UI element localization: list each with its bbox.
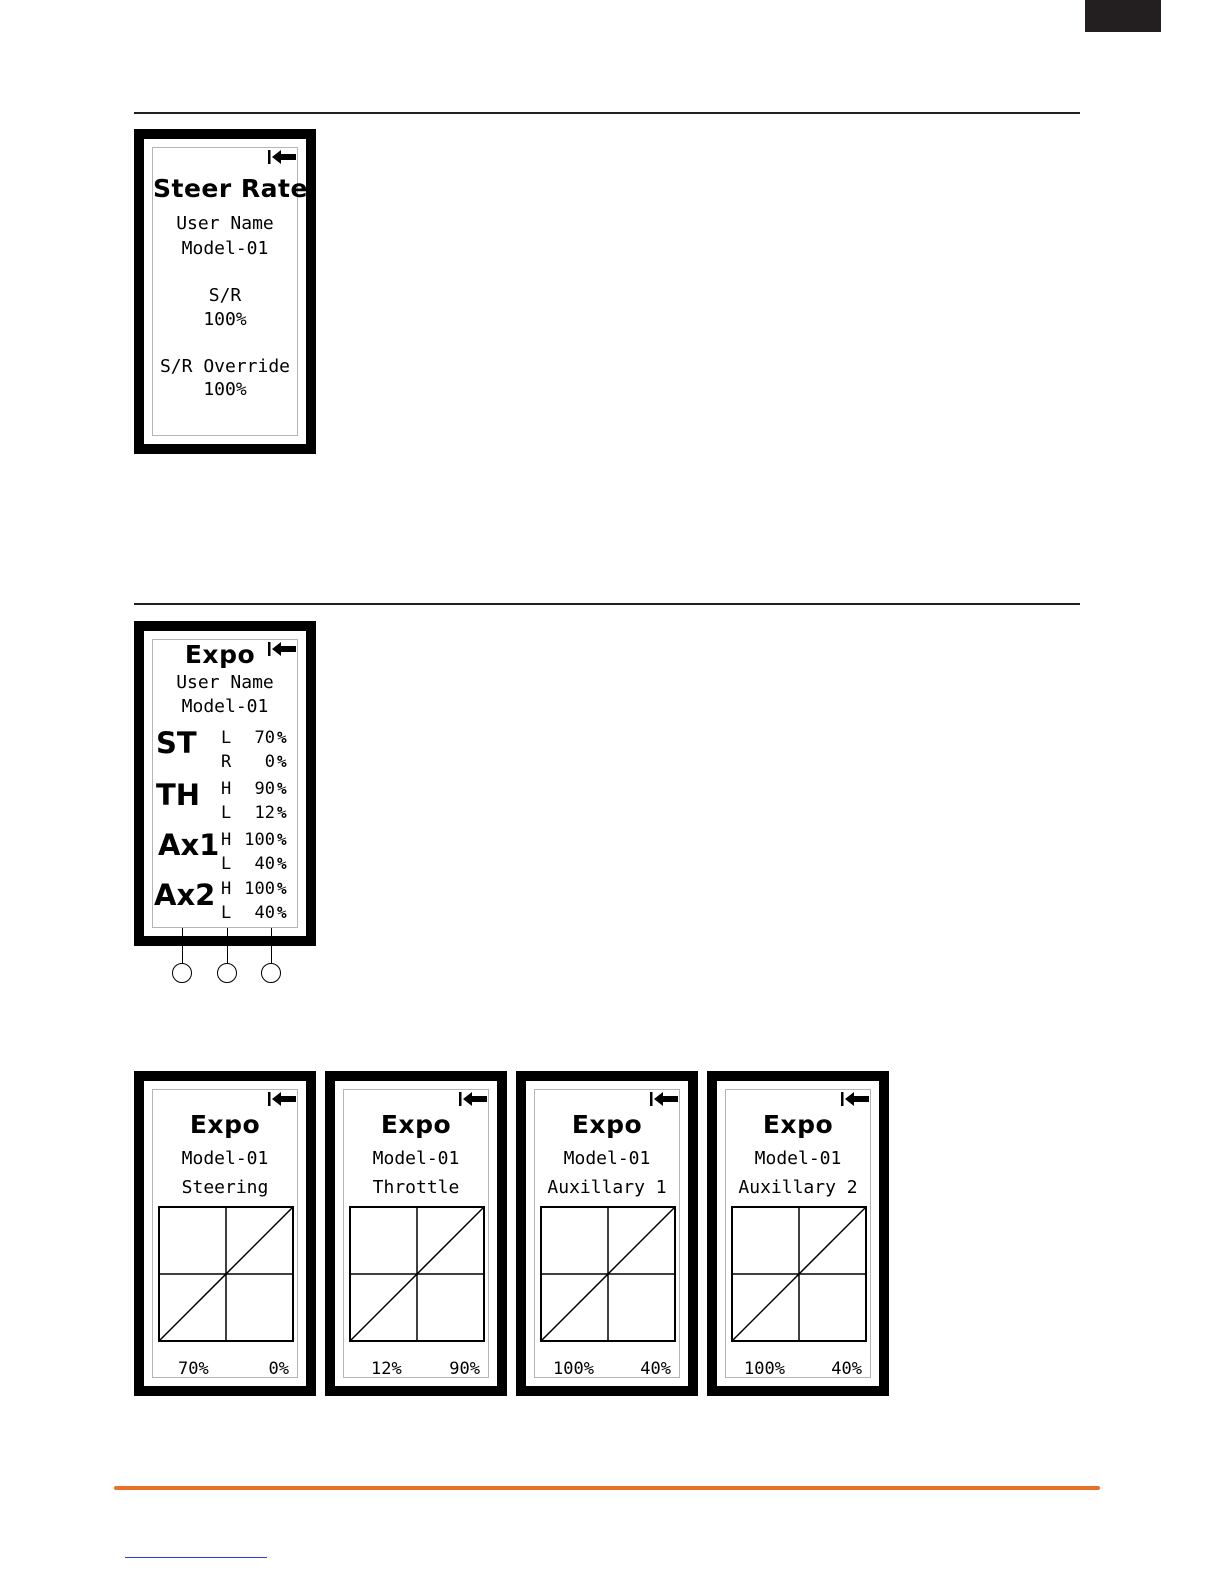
expo-graph-screen-steering	[134, 1071, 316, 1396]
footer-accent-rule	[114, 1486, 1100, 1490]
model-name: Model-01	[754, 1148, 842, 1169]
percent-sign: %	[277, 752, 287, 771]
page-corner-tab	[1085, 0, 1161, 32]
expo-graph-screen-aux2	[707, 1071, 889, 1396]
back-arrow-icon[interactable]	[267, 1090, 297, 1108]
percent-sign: %	[277, 903, 287, 922]
section-divider-top	[134, 112, 1080, 114]
back-arrow-icon[interactable]	[840, 1090, 870, 1108]
expo-graph-screen-throttle	[325, 1071, 507, 1396]
ax1-high-key: H	[221, 830, 232, 850]
percent-sign: %	[277, 830, 287, 849]
screen-title: Expo	[571, 1110, 643, 1139]
st-left-key: L	[221, 728, 232, 748]
channel-name: Throttle	[372, 1177, 460, 1198]
channel-name: Steering	[181, 1177, 269, 1198]
screen-title: Expo	[184, 640, 256, 669]
callout-circle-3	[261, 963, 281, 983]
model-name: Model-01	[181, 1148, 269, 1169]
ax2-high-value[interactable]: 100	[244, 879, 275, 899]
steer-rate-screen	[134, 129, 316, 454]
channel-name: Auxillary 2	[738, 1177, 858, 1198]
left-expo-value[interactable]: 100%	[553, 1359, 594, 1379]
expo-graph-screen-aux1	[516, 1071, 698, 1396]
st-right-value[interactable]: 0	[264, 752, 275, 772]
ax1-low-value[interactable]: 40	[254, 854, 275, 874]
channel-th: TH	[156, 778, 201, 812]
channel-st: ST	[156, 726, 197, 760]
expo-curve-graph	[158, 1206, 294, 1342]
user-name: User Name	[176, 672, 274, 693]
sr-override-label: S/R Override	[159, 356, 291, 377]
back-arrow-icon[interactable]	[649, 1090, 679, 1108]
expo-curve-graph	[731, 1206, 867, 1342]
right-expo-value[interactable]: 40%	[640, 1359, 671, 1379]
percent-sign: %	[277, 854, 287, 873]
ax1-high-value[interactable]: 100	[244, 830, 275, 850]
section-divider-middle	[134, 603, 1080, 605]
callout-circle-1	[172, 963, 192, 983]
right-expo-value[interactable]: 90%	[449, 1359, 480, 1379]
footer-link-underline	[125, 1557, 267, 1558]
percent-sign: %	[277, 803, 287, 822]
sr-label: S/R	[208, 285, 242, 306]
callout-line-3	[271, 928, 272, 963]
percent-sign: %	[277, 728, 287, 747]
channel-ax2: Ax2	[154, 878, 216, 912]
right-expo-value[interactable]: 40%	[831, 1359, 862, 1379]
model-name: Model-01	[181, 238, 269, 259]
callout-line-1	[182, 928, 183, 963]
left-expo-value[interactable]: 70%	[178, 1359, 209, 1379]
th-low-key: L	[221, 803, 232, 823]
sr-value[interactable]: 100%	[203, 309, 247, 330]
model-name: Model-01	[372, 1148, 460, 1169]
ax1-low-key: L	[221, 854, 232, 874]
back-arrow-icon[interactable]	[267, 148, 297, 166]
ax2-low-key: L	[221, 903, 232, 923]
st-left-value[interactable]: 70	[254, 728, 275, 748]
left-expo-value[interactable]: 100%	[744, 1359, 785, 1379]
ax2-low-value[interactable]: 40	[254, 903, 275, 923]
th-low-value[interactable]: 12	[254, 803, 275, 823]
percent-sign: %	[277, 879, 287, 898]
model-name: Model-01	[563, 1148, 651, 1169]
callout-line-2	[227, 928, 228, 963]
percent-sign: %	[277, 779, 287, 798]
expo-curve-graph	[540, 1206, 676, 1342]
screen-title: Expo	[762, 1110, 834, 1139]
channel-name: Auxillary 1	[547, 1177, 667, 1198]
th-high-value[interactable]: 90	[254, 779, 275, 799]
left-expo-value[interactable]: 12%	[371, 1359, 402, 1379]
callout-circle-2	[217, 963, 237, 983]
sr-override-value[interactable]: 100%	[203, 379, 247, 400]
screen-title: Expo	[189, 1110, 261, 1139]
st-right-key: R	[221, 752, 232, 772]
th-high-key: H	[221, 779, 232, 799]
user-name: User Name	[176, 213, 274, 234]
screen-title: Expo	[380, 1110, 452, 1139]
screen-title: Steer Rate	[153, 174, 308, 203]
channel-ax1: Ax1	[158, 828, 220, 862]
model-name: Model-01	[181, 696, 269, 717]
ax2-high-key: H	[221, 879, 232, 899]
expo-curve-graph	[349, 1206, 485, 1342]
expo-summary-screen	[134, 621, 316, 946]
back-arrow-icon[interactable]	[458, 1090, 488, 1108]
right-expo-value[interactable]: 0%	[268, 1359, 289, 1379]
